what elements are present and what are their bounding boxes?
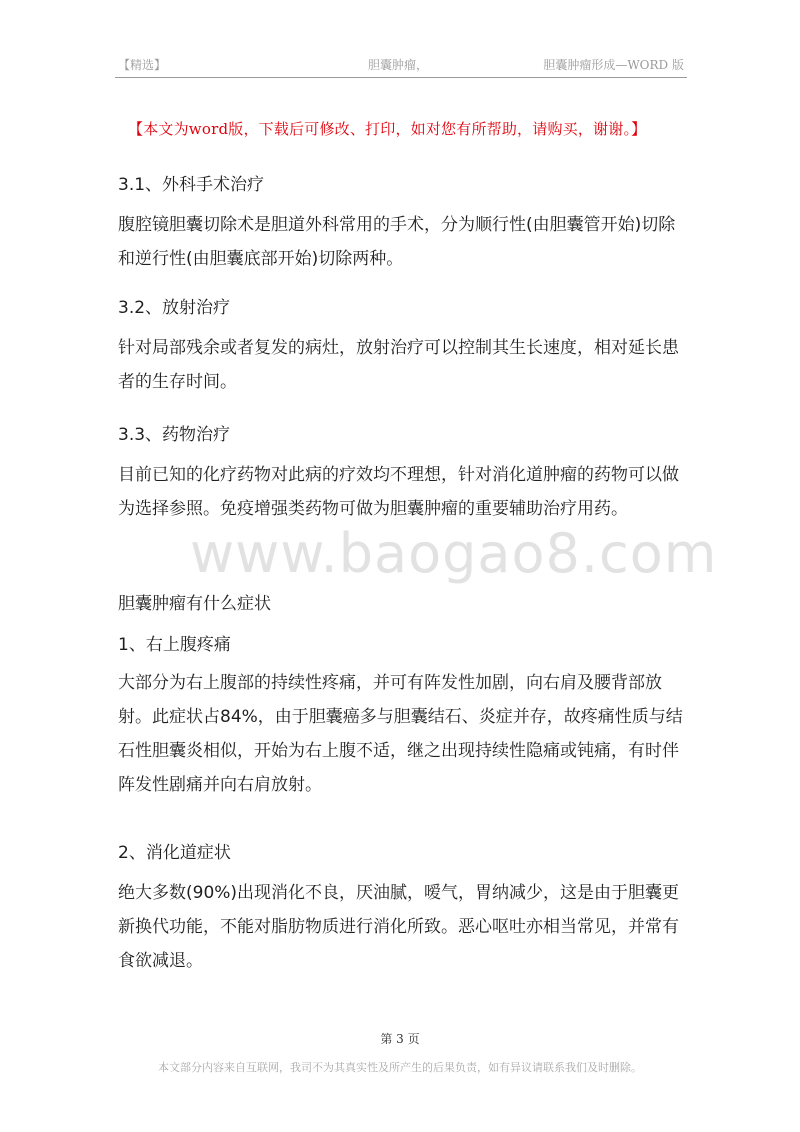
watermark: www.baogao8.com [190,522,718,585]
header-divider [115,77,687,78]
page-number: 第 3 页 [380,1032,420,1046]
paragraph-2: 绝大多数(90%)出现消化不良，厌油腻，嗳气，胃纳减少，这是由于胆囊更新换代功能，不能对脂肪物质进行消化所致。恶心呕吐亦相当常见，并常有食欲减退。 [118,883,680,971]
header-center: 胆囊肿瘤， [368,58,429,72]
heading-1: 1、右上腹疼痛 [118,635,231,655]
heading-3-1: 3.1、外科手术治疗 [118,175,265,195]
paragraph-3-2: 针对局部残余或者复发的病灶，放射治疗可以控制其生长速度，相对延长患者的生存时间。 [118,338,679,392]
paragraph-3-3: 目前已知的化疗药物对此病的疗效均不理想，针对消化道肿瘤的药物可以做为选择参照。免疫增强类药物可做为胆囊肿瘤的重要辅助治疗用药。 [118,465,679,519]
heading-3-3: 3.3、药物治疗 [118,425,231,445]
paragraph-3-1: 腹腔镜胆囊切除术是胆道外科常用的手术，分为顺行性(由胆囊管开始)切除和逆行性(由胆囊底部开始)切除两种。 [118,215,676,269]
heading-symptoms: 胆囊肿瘤有什么症状 [118,594,271,614]
heading-2: 2、消化道症状 [118,843,231,863]
page-header [118,56,684,76]
paragraph-1: 大部分为右上腹部的持续性疼痛，并可有阵发性加剧，向右肩及腰背部放射。此症状占84%，由于胆囊癌多与胆囊结石、炎症并存，故疼痛性质与结石性胆囊炎相似，开始为右上腹不适，继之出现持续性隐痛或钝痛，有时伴阵发性剧痛并向右肩放射。 [118,673,683,795]
header-right: 胆囊肿瘤形成—WORD 版 [543,58,684,72]
footer-disclaimer: 本文部分内容来自互联网，我司不为其真实性及所产生的后果负责，如有异议请联系我们及时删除。 [158,1061,642,1074]
header-left: 【精选】 [118,58,167,72]
heading-3-2: 3.2、放射治疗 [118,298,231,318]
download-notice: 【本文为word版，下载后可修改、打印，如对您有所帮助，请购买，谢谢。】 [128,120,647,138]
